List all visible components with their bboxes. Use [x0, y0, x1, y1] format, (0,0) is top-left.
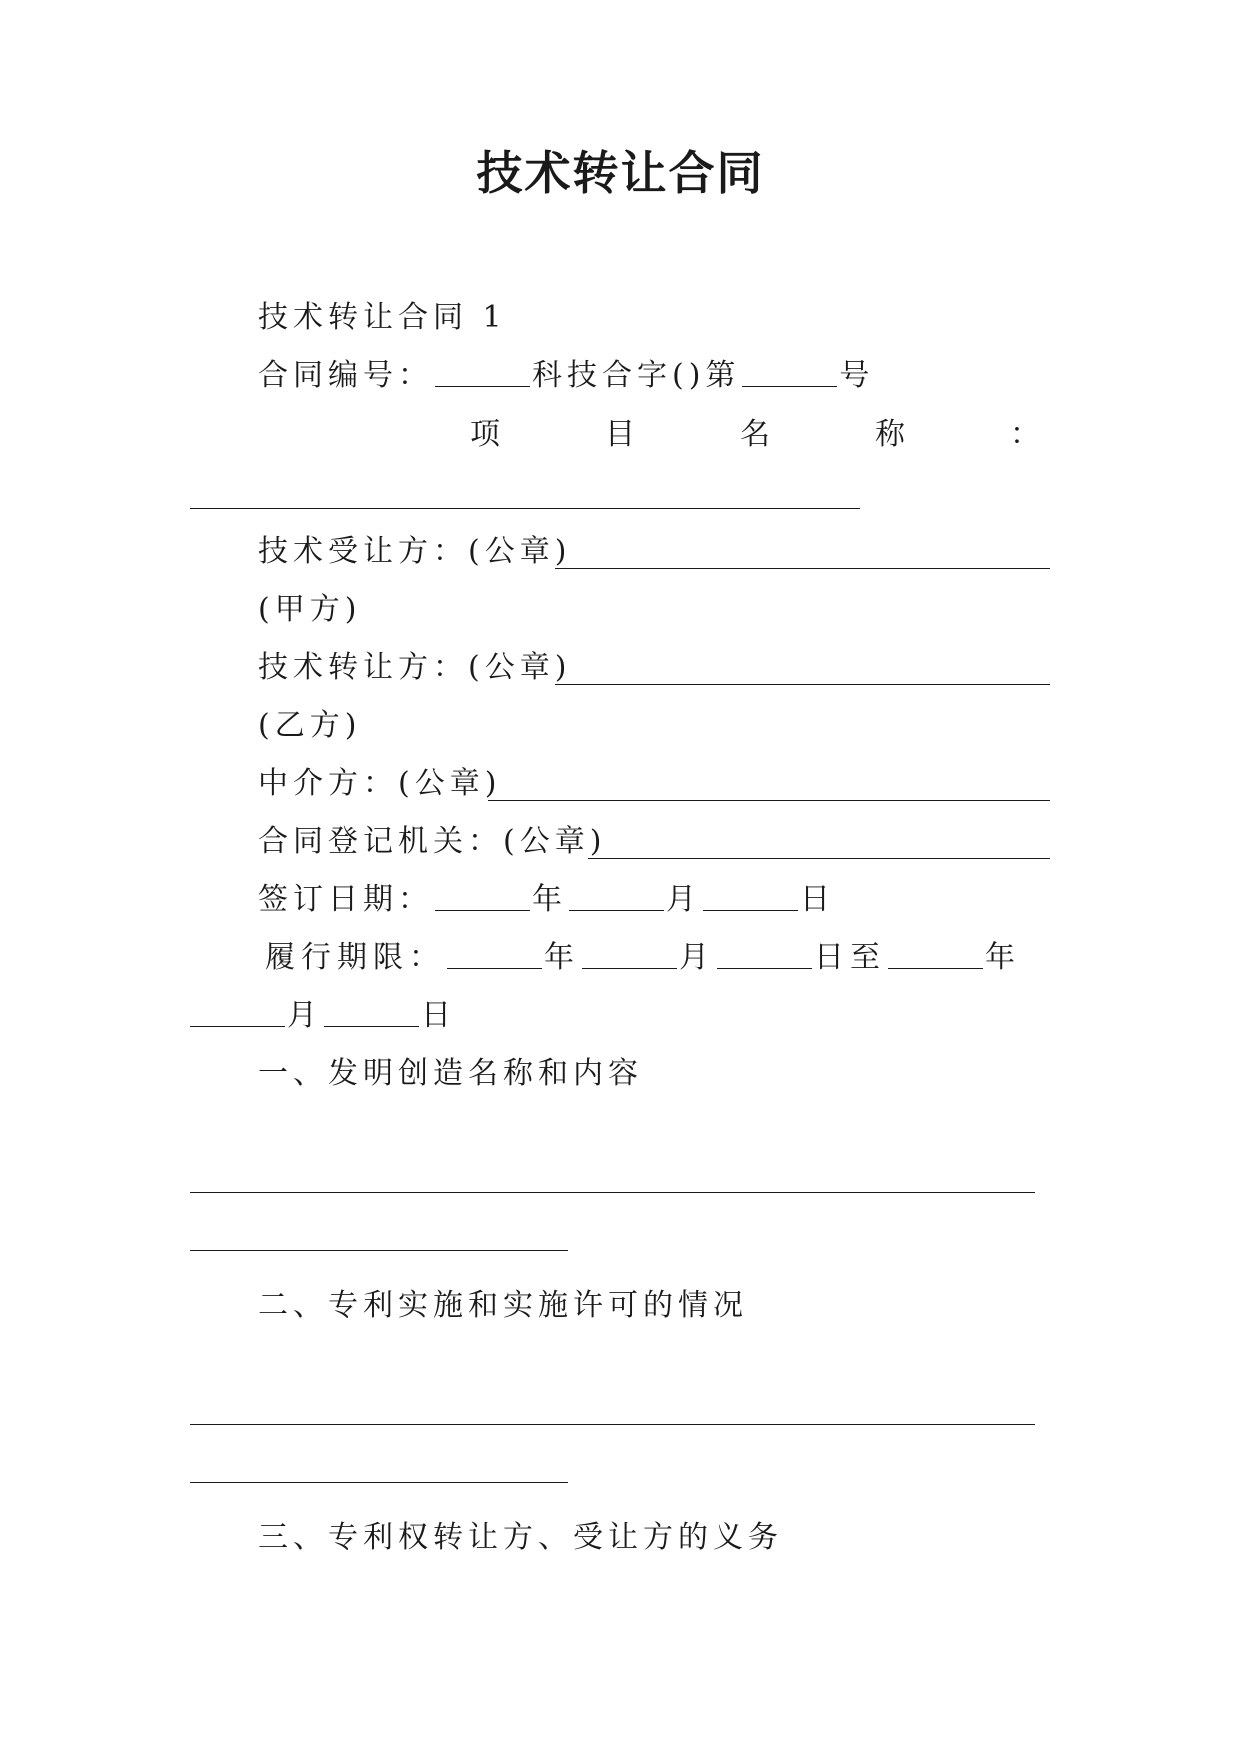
section-1-blank-line-1[interactable] — [190, 1192, 1035, 1193]
contract-number-blank-2[interactable] — [742, 356, 837, 387]
term-end-month-blank[interactable] — [190, 996, 285, 1027]
assignor-role: (乙方) — [258, 708, 362, 743]
signing-year-label: 年 — [532, 882, 567, 917]
project-name-char: 名 — [740, 417, 770, 452]
contract-number-label: 合同编号： — [258, 358, 433, 393]
signing-day-label: 日 — [800, 882, 835, 917]
project-name-char: 目 — [605, 417, 635, 452]
term-start-day-blank[interactable] — [717, 938, 812, 969]
section-2-blank-line-1[interactable] — [190, 1424, 1035, 1425]
term-end-year-blank[interactable] — [888, 938, 983, 969]
performance-term-label: 履行期限： — [265, 940, 445, 975]
contract-heading: 技术转让合同 1 — [258, 300, 507, 335]
term-start-month-blank[interactable] — [582, 938, 677, 969]
section-heading: 三、专利权转让方、受让方的义务 — [258, 1520, 783, 1555]
term-start-day-label: 日至 — [814, 940, 886, 975]
contract-number-middle: 科技合字()第 — [532, 358, 741, 393]
signing-date-line — [258, 880, 835, 920]
signing-month-label: 月 — [666, 882, 701, 917]
assignee-blank[interactable] — [555, 568, 1050, 569]
term-end-month-label: 月 — [287, 998, 322, 1033]
term-start-year-blank[interactable] — [447, 938, 542, 969]
signing-day-blank[interactable] — [703, 880, 798, 911]
section-1-blank-line-2[interactable] — [190, 1250, 568, 1251]
contract-number-suffix: 号 — [839, 358, 875, 393]
intermediary-blank[interactable] — [488, 800, 1050, 801]
document-title: 技术转让合同 — [476, 146, 765, 200]
term-end-day-blank[interactable] — [324, 996, 419, 1027]
contract-number-line — [258, 356, 874, 396]
section-heading: 一、发明创造名称和内容 — [258, 1056, 643, 1091]
project-name-char: 项 — [470, 417, 500, 452]
assignee-label: 技术受让方：(公章) — [258, 534, 572, 569]
performance-term-line — [265, 938, 1021, 978]
term-end-day-label: 日 — [421, 998, 456, 1033]
term-end-year-label: 年 — [985, 940, 1021, 975]
assignee-role: (甲方) — [258, 592, 362, 627]
assignor-label: 技术转让方：(公章) — [258, 650, 572, 685]
registration-label: 合同登记机关：(公章) — [258, 824, 607, 859]
project-name-char: 称 — [875, 417, 905, 452]
registration-blank[interactable] — [588, 858, 1050, 859]
assignor-blank[interactable] — [555, 684, 1050, 685]
project-name-blank[interactable] — [190, 508, 860, 509]
project-name-char: ： — [1010, 417, 1040, 452]
contract-number-blank-1[interactable] — [435, 356, 530, 387]
signing-month-blank[interactable] — [569, 880, 664, 911]
section-2-blank-line-2[interactable] — [190, 1482, 568, 1483]
performance-term-line-2 — [188, 996, 456, 1036]
project-name-label — [470, 415, 1040, 455]
signing-date-label: 签订日期： — [258, 882, 433, 917]
term-start-year-label: 年 — [544, 940, 580, 975]
intermediary-label: 中介方：(公章) — [258, 766, 502, 801]
term-start-month-label: 月 — [679, 940, 715, 975]
signing-year-blank[interactable] — [435, 880, 530, 911]
section-heading: 二、专利实施和实施许可的情况 — [258, 1288, 748, 1323]
